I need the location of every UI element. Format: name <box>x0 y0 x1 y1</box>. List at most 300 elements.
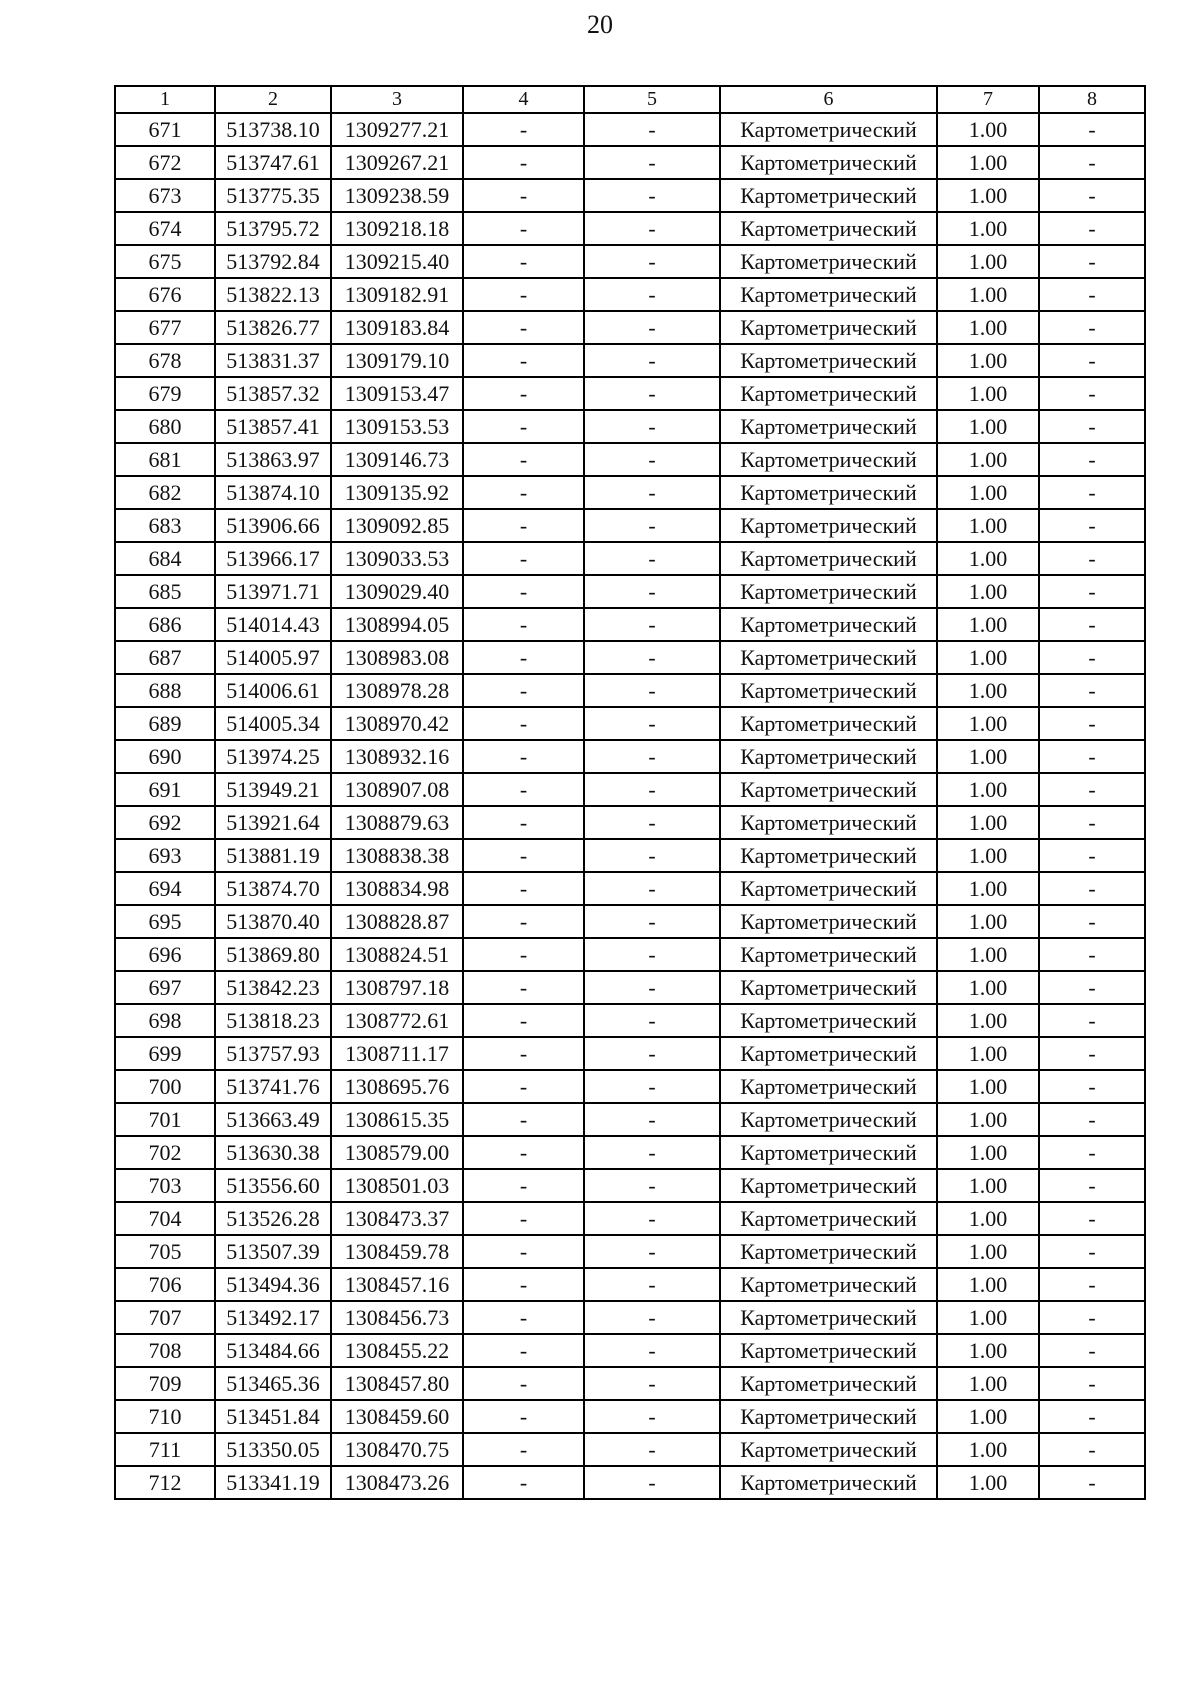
cell-col-5: - <box>584 1037 720 1070</box>
cell-col-4: - <box>463 1070 584 1103</box>
cell-method: Картометрический <box>720 509 937 542</box>
cell-method: Картометрический <box>720 146 937 179</box>
cell-y-coordinate: 1309183.84 <box>331 311 463 344</box>
table-row <box>115 443 1145 476</box>
cell-y-coordinate: 1309277.21 <box>331 113 463 146</box>
cell-point-number: 688 <box>115 674 215 707</box>
column-header-6: 6 <box>720 86 937 113</box>
cell-method: Картометрический <box>720 212 937 245</box>
cell-y-coordinate: 1309182.91 <box>331 278 463 311</box>
cell-col-4: - <box>463 509 584 542</box>
cell-accuracy: 1.00 <box>937 245 1039 278</box>
cell-y-coordinate: 1308459.60 <box>331 1400 463 1433</box>
cell-accuracy: 1.00 <box>937 311 1039 344</box>
cell-point-number: 677 <box>115 311 215 344</box>
cell-col-4: - <box>463 575 584 608</box>
cell-col-8: - <box>1039 1400 1145 1433</box>
cell-y-coordinate: 1308834.98 <box>331 872 463 905</box>
cell-x-coordinate: 513874.70 <box>215 872 331 905</box>
cell-accuracy: 1.00 <box>937 1301 1039 1334</box>
table-row <box>115 1103 1145 1136</box>
column-header-3: 3 <box>331 86 463 113</box>
cell-x-coordinate: 513949.21 <box>215 773 331 806</box>
cell-method: Картометрический <box>720 1466 937 1499</box>
cell-col-5: - <box>584 740 720 773</box>
table-row <box>115 476 1145 509</box>
cell-accuracy: 1.00 <box>937 1004 1039 1037</box>
cell-method: Картометрический <box>720 740 937 773</box>
cell-x-coordinate: 513484.66 <box>215 1334 331 1367</box>
cell-col-5: - <box>584 1367 720 1400</box>
cell-method: Картометрический <box>720 1202 937 1235</box>
cell-method: Картометрический <box>720 674 937 707</box>
table-row <box>115 1136 1145 1169</box>
cell-col-8: - <box>1039 1037 1145 1070</box>
cell-col-8: - <box>1039 1268 1145 1301</box>
cell-x-coordinate: 513465.36 <box>215 1367 331 1400</box>
table-row <box>115 1400 1145 1433</box>
cell-method: Картометрический <box>720 575 937 608</box>
cell-col-8: - <box>1039 443 1145 476</box>
cell-accuracy: 1.00 <box>937 410 1039 443</box>
cell-x-coordinate: 513747.61 <box>215 146 331 179</box>
cell-method: Картометрический <box>720 245 937 278</box>
cell-accuracy: 1.00 <box>937 1235 1039 1268</box>
table-row <box>115 146 1145 179</box>
cell-col-4: - <box>463 608 584 641</box>
cell-method: Картометрический <box>720 344 937 377</box>
cell-col-4: - <box>463 476 584 509</box>
cell-method: Картометрический <box>720 278 937 311</box>
cell-x-coordinate: 513663.49 <box>215 1103 331 1136</box>
table-row <box>115 509 1145 542</box>
column-header-1: 1 <box>115 86 215 113</box>
cell-x-coordinate: 514006.61 <box>215 674 331 707</box>
table-row <box>115 674 1145 707</box>
cell-accuracy: 1.00 <box>937 443 1039 476</box>
cell-x-coordinate: 513826.77 <box>215 311 331 344</box>
cell-col-5: - <box>584 113 720 146</box>
cell-point-number: 692 <box>115 806 215 839</box>
cell-y-coordinate: 1308455.22 <box>331 1334 463 1367</box>
cell-y-coordinate: 1308457.16 <box>331 1268 463 1301</box>
cell-col-8: - <box>1039 608 1145 641</box>
cell-col-8: - <box>1039 344 1145 377</box>
cell-col-8: - <box>1039 971 1145 1004</box>
cell-method: Картометрический <box>720 113 937 146</box>
cell-y-coordinate: 1308932.16 <box>331 740 463 773</box>
cell-y-coordinate: 1308501.03 <box>331 1169 463 1202</box>
cell-method: Картометрический <box>720 410 937 443</box>
table-row <box>115 1070 1145 1103</box>
table-row <box>115 278 1145 311</box>
cell-accuracy: 1.00 <box>937 1466 1039 1499</box>
cell-method: Картометрический <box>720 971 937 1004</box>
cell-x-coordinate: 513966.17 <box>215 542 331 575</box>
cell-y-coordinate: 1309153.53 <box>331 410 463 443</box>
table-row <box>115 641 1145 674</box>
cell-col-8: - <box>1039 377 1145 410</box>
cell-point-number: 682 <box>115 476 215 509</box>
cell-method: Картометрический <box>720 1301 937 1334</box>
cell-col-8: - <box>1039 1433 1145 1466</box>
cell-col-5: - <box>584 278 720 311</box>
cell-col-4: - <box>463 806 584 839</box>
cell-x-coordinate: 513870.40 <box>215 905 331 938</box>
cell-col-8: - <box>1039 905 1145 938</box>
cell-col-5: - <box>584 575 720 608</box>
cell-accuracy: 1.00 <box>937 839 1039 872</box>
cell-col-5: - <box>584 1169 720 1202</box>
cell-method: Картометрический <box>720 1070 937 1103</box>
cell-point-number: 673 <box>115 179 215 212</box>
cell-point-number: 672 <box>115 146 215 179</box>
cell-x-coordinate: 513757.93 <box>215 1037 331 1070</box>
cell-col-4: - <box>463 311 584 344</box>
cell-col-8: - <box>1039 575 1145 608</box>
cell-method: Картометрический <box>720 1136 937 1169</box>
cell-col-8: - <box>1039 938 1145 971</box>
table-row <box>115 377 1145 410</box>
cell-col-4: - <box>463 1268 584 1301</box>
table-row <box>115 1466 1145 1499</box>
cell-accuracy: 1.00 <box>937 146 1039 179</box>
cell-point-number: 678 <box>115 344 215 377</box>
table-body <box>115 113 1145 1499</box>
table-row <box>115 872 1145 905</box>
cell-method: Картометрический <box>720 872 937 905</box>
cell-method: Картометрический <box>720 476 937 509</box>
cell-x-coordinate: 513341.19 <box>215 1466 331 1499</box>
cell-accuracy: 1.00 <box>937 1070 1039 1103</box>
cell-point-number: 671 <box>115 113 215 146</box>
cell-col-5: - <box>584 1334 720 1367</box>
cell-point-number: 684 <box>115 542 215 575</box>
cell-col-4: - <box>463 641 584 674</box>
cell-col-8: - <box>1039 245 1145 278</box>
cell-col-5: - <box>584 1202 720 1235</box>
cell-col-8: - <box>1039 146 1145 179</box>
table-row <box>115 1004 1145 1037</box>
header-row <box>115 86 1145 113</box>
cell-accuracy: 1.00 <box>937 575 1039 608</box>
table-row <box>115 740 1145 773</box>
cell-col-5: - <box>584 476 720 509</box>
cell-accuracy: 1.00 <box>937 641 1039 674</box>
cell-accuracy: 1.00 <box>937 212 1039 245</box>
cell-col-5: - <box>584 146 720 179</box>
cell-accuracy: 1.00 <box>937 806 1039 839</box>
cell-col-4: - <box>463 1466 584 1499</box>
cell-col-5: - <box>584 1103 720 1136</box>
cell-point-number: 695 <box>115 905 215 938</box>
cell-method: Картометрический <box>720 1367 937 1400</box>
cell-point-number: 706 <box>115 1268 215 1301</box>
cell-col-8: - <box>1039 311 1145 344</box>
cell-method: Картометрический <box>720 542 937 575</box>
cell-x-coordinate: 513792.84 <box>215 245 331 278</box>
cell-accuracy: 1.00 <box>937 1037 1039 1070</box>
cell-x-coordinate: 513507.39 <box>215 1235 331 1268</box>
cell-col-4: - <box>463 146 584 179</box>
cell-col-4: - <box>463 1004 584 1037</box>
cell-x-coordinate: 513906.66 <box>215 509 331 542</box>
cell-x-coordinate: 513881.19 <box>215 839 331 872</box>
cell-point-number: 689 <box>115 707 215 740</box>
cell-point-number: 701 <box>115 1103 215 1136</box>
cell-col-5: - <box>584 872 720 905</box>
table-row <box>115 1301 1145 1334</box>
cell-col-4: - <box>463 1235 584 1268</box>
cell-method: Картометрический <box>720 938 937 971</box>
cell-x-coordinate: 513795.72 <box>215 212 331 245</box>
cell-col-4: - <box>463 971 584 1004</box>
cell-accuracy: 1.00 <box>937 1334 1039 1367</box>
cell-col-5: - <box>584 773 720 806</box>
cell-col-5: - <box>584 1466 720 1499</box>
cell-accuracy: 1.00 <box>937 1169 1039 1202</box>
cell-x-coordinate: 513974.25 <box>215 740 331 773</box>
cell-method: Картометрический <box>720 806 937 839</box>
cell-accuracy: 1.00 <box>937 905 1039 938</box>
cell-col-8: - <box>1039 707 1145 740</box>
table-header <box>115 86 1145 113</box>
cell-method: Картометрический <box>720 1433 937 1466</box>
cell-point-number: 675 <box>115 245 215 278</box>
cell-col-5: - <box>584 377 720 410</box>
cell-y-coordinate: 1308994.05 <box>331 608 463 641</box>
cell-x-coordinate: 513741.76 <box>215 1070 331 1103</box>
cell-point-number: 696 <box>115 938 215 971</box>
cell-y-coordinate: 1309218.18 <box>331 212 463 245</box>
table-row <box>115 839 1145 872</box>
cell-method: Картометрический <box>720 773 937 806</box>
cell-y-coordinate: 1308828.87 <box>331 905 463 938</box>
table-row <box>115 971 1145 1004</box>
cell-accuracy: 1.00 <box>937 1433 1039 1466</box>
cell-x-coordinate: 513494.36 <box>215 1268 331 1301</box>
cell-method: Картометрический <box>720 1268 937 1301</box>
cell-method: Картометрический <box>720 179 937 212</box>
cell-col-4: - <box>463 377 584 410</box>
cell-col-5: - <box>584 839 720 872</box>
cell-x-coordinate: 513869.80 <box>215 938 331 971</box>
cell-col-5: - <box>584 542 720 575</box>
cell-col-8: - <box>1039 410 1145 443</box>
cell-col-8: - <box>1039 1301 1145 1334</box>
cell-point-number: 708 <box>115 1334 215 1367</box>
cell-col-8: - <box>1039 1004 1145 1037</box>
cell-col-4: - <box>463 905 584 938</box>
cell-x-coordinate: 514005.34 <box>215 707 331 740</box>
cell-point-number: 702 <box>115 1136 215 1169</box>
cell-y-coordinate: 1309033.53 <box>331 542 463 575</box>
cell-point-number: 679 <box>115 377 215 410</box>
cell-method: Картометрический <box>720 1235 937 1268</box>
cell-point-number: 698 <box>115 1004 215 1037</box>
cell-col-8: - <box>1039 1202 1145 1235</box>
cell-method: Картометрический <box>720 839 937 872</box>
table-row <box>115 1037 1145 1070</box>
cell-x-coordinate: 513822.13 <box>215 278 331 311</box>
coordinates-table <box>114 85 1146 1500</box>
cell-y-coordinate: 1308695.76 <box>331 1070 463 1103</box>
cell-col-8: - <box>1039 509 1145 542</box>
table-row <box>115 1334 1145 1367</box>
cell-col-8: - <box>1039 1334 1145 1367</box>
cell-accuracy: 1.00 <box>937 1103 1039 1136</box>
cell-method: Картометрический <box>720 1400 937 1433</box>
cell-col-8: - <box>1039 1169 1145 1202</box>
cell-col-5: - <box>584 608 720 641</box>
cell-accuracy: 1.00 <box>937 674 1039 707</box>
table-row <box>115 806 1145 839</box>
cell-col-4: - <box>463 212 584 245</box>
cell-col-5: - <box>584 1301 720 1334</box>
table-row <box>115 608 1145 641</box>
cell-col-4: - <box>463 938 584 971</box>
cell-y-coordinate: 1308473.26 <box>331 1466 463 1499</box>
cell-y-coordinate: 1308907.08 <box>331 773 463 806</box>
cell-x-coordinate: 514005.97 <box>215 641 331 674</box>
cell-method: Картометрический <box>720 311 937 344</box>
cell-x-coordinate: 513842.23 <box>215 971 331 1004</box>
table-row <box>115 1169 1145 1202</box>
cell-y-coordinate: 1309029.40 <box>331 575 463 608</box>
cell-col-8: - <box>1039 476 1145 509</box>
cell-y-coordinate: 1308456.73 <box>331 1301 463 1334</box>
cell-x-coordinate: 513863.97 <box>215 443 331 476</box>
cell-accuracy: 1.00 <box>937 179 1039 212</box>
cell-accuracy: 1.00 <box>937 1367 1039 1400</box>
cell-point-number: 693 <box>115 839 215 872</box>
cell-col-4: - <box>463 245 584 278</box>
cell-x-coordinate: 513350.05 <box>215 1433 331 1466</box>
cell-x-coordinate: 513451.84 <box>215 1400 331 1433</box>
cell-col-8: - <box>1039 1466 1145 1499</box>
cell-col-4: - <box>463 872 584 905</box>
table-row <box>115 1202 1145 1235</box>
cell-col-4: - <box>463 773 584 806</box>
column-header-4: 4 <box>463 86 584 113</box>
cell-point-number: 687 <box>115 641 215 674</box>
cell-col-5: - <box>584 1268 720 1301</box>
cell-x-coordinate: 513630.38 <box>215 1136 331 1169</box>
column-header-2: 2 <box>215 86 331 113</box>
column-header-8: 8 <box>1039 86 1145 113</box>
cell-col-8: - <box>1039 872 1145 905</box>
cell-col-4: - <box>463 1334 584 1367</box>
cell-y-coordinate: 1308797.18 <box>331 971 463 1004</box>
cell-col-4: - <box>463 707 584 740</box>
cell-col-8: - <box>1039 773 1145 806</box>
cell-point-number: 680 <box>115 410 215 443</box>
cell-y-coordinate: 1308838.38 <box>331 839 463 872</box>
cell-method: Картометрический <box>720 707 937 740</box>
cell-col-4: - <box>463 1301 584 1334</box>
table-row <box>115 179 1145 212</box>
table-row <box>115 1367 1145 1400</box>
cell-x-coordinate: 513971.71 <box>215 575 331 608</box>
cell-point-number: 686 <box>115 608 215 641</box>
cell-col-5: - <box>584 905 720 938</box>
cell-point-number: 711 <box>115 1433 215 1466</box>
cell-y-coordinate: 1309092.85 <box>331 509 463 542</box>
cell-x-coordinate: 513857.32 <box>215 377 331 410</box>
cell-point-number: 683 <box>115 509 215 542</box>
cell-col-5: - <box>584 1433 720 1466</box>
cell-col-4: - <box>463 1037 584 1070</box>
cell-col-4: - <box>463 740 584 773</box>
cell-col-4: - <box>463 1433 584 1466</box>
cell-col-8: - <box>1039 1235 1145 1268</box>
cell-method: Картометрический <box>720 1103 937 1136</box>
cell-method: Картометрический <box>720 641 937 674</box>
cell-accuracy: 1.00 <box>937 476 1039 509</box>
cell-col-8: - <box>1039 839 1145 872</box>
cell-col-8: - <box>1039 542 1145 575</box>
cell-y-coordinate: 1309135.92 <box>331 476 463 509</box>
cell-y-coordinate: 1309215.40 <box>331 245 463 278</box>
cell-y-coordinate: 1308579.00 <box>331 1136 463 1169</box>
cell-col-4: - <box>463 1202 584 1235</box>
cell-col-5: - <box>584 311 720 344</box>
cell-col-4: - <box>463 443 584 476</box>
cell-col-8: - <box>1039 212 1145 245</box>
cell-col-5: - <box>584 1400 720 1433</box>
cell-accuracy: 1.00 <box>937 278 1039 311</box>
table-row <box>115 1235 1145 1268</box>
cell-y-coordinate: 1309238.59 <box>331 179 463 212</box>
cell-col-8: - <box>1039 641 1145 674</box>
column-header-5: 5 <box>584 86 720 113</box>
cell-accuracy: 1.00 <box>937 344 1039 377</box>
cell-method: Картометрический <box>720 608 937 641</box>
cell-method: Картометрический <box>720 1334 937 1367</box>
cell-col-4: - <box>463 1136 584 1169</box>
cell-point-number: 703 <box>115 1169 215 1202</box>
cell-col-4: - <box>463 1400 584 1433</box>
cell-point-number: 699 <box>115 1037 215 1070</box>
cell-col-8: - <box>1039 1136 1145 1169</box>
cell-col-4: - <box>463 1103 584 1136</box>
cell-point-number: 681 <box>115 443 215 476</box>
cell-x-coordinate: 513738.10 <box>215 113 331 146</box>
cell-col-8: - <box>1039 1103 1145 1136</box>
table-row <box>115 905 1145 938</box>
cell-point-number: 705 <box>115 1235 215 1268</box>
cell-col-4: - <box>463 113 584 146</box>
cell-x-coordinate: 513492.17 <box>215 1301 331 1334</box>
table-row <box>115 773 1145 806</box>
cell-col-5: - <box>584 938 720 971</box>
cell-y-coordinate: 1308772.61 <box>331 1004 463 1037</box>
cell-col-4: - <box>463 1169 584 1202</box>
cell-y-coordinate: 1308473.37 <box>331 1202 463 1235</box>
cell-accuracy: 1.00 <box>937 1268 1039 1301</box>
cell-accuracy: 1.00 <box>937 971 1039 1004</box>
cell-col-4: - <box>463 179 584 212</box>
cell-accuracy: 1.00 <box>937 509 1039 542</box>
cell-method: Картометрический <box>720 1004 937 1037</box>
cell-y-coordinate: 1308470.75 <box>331 1433 463 1466</box>
cell-method: Картометрический <box>720 905 937 938</box>
table-row <box>115 575 1145 608</box>
cell-x-coordinate: 513775.35 <box>215 179 331 212</box>
cell-method: Картометрический <box>720 377 937 410</box>
cell-x-coordinate: 513921.64 <box>215 806 331 839</box>
table-row <box>115 212 1145 245</box>
